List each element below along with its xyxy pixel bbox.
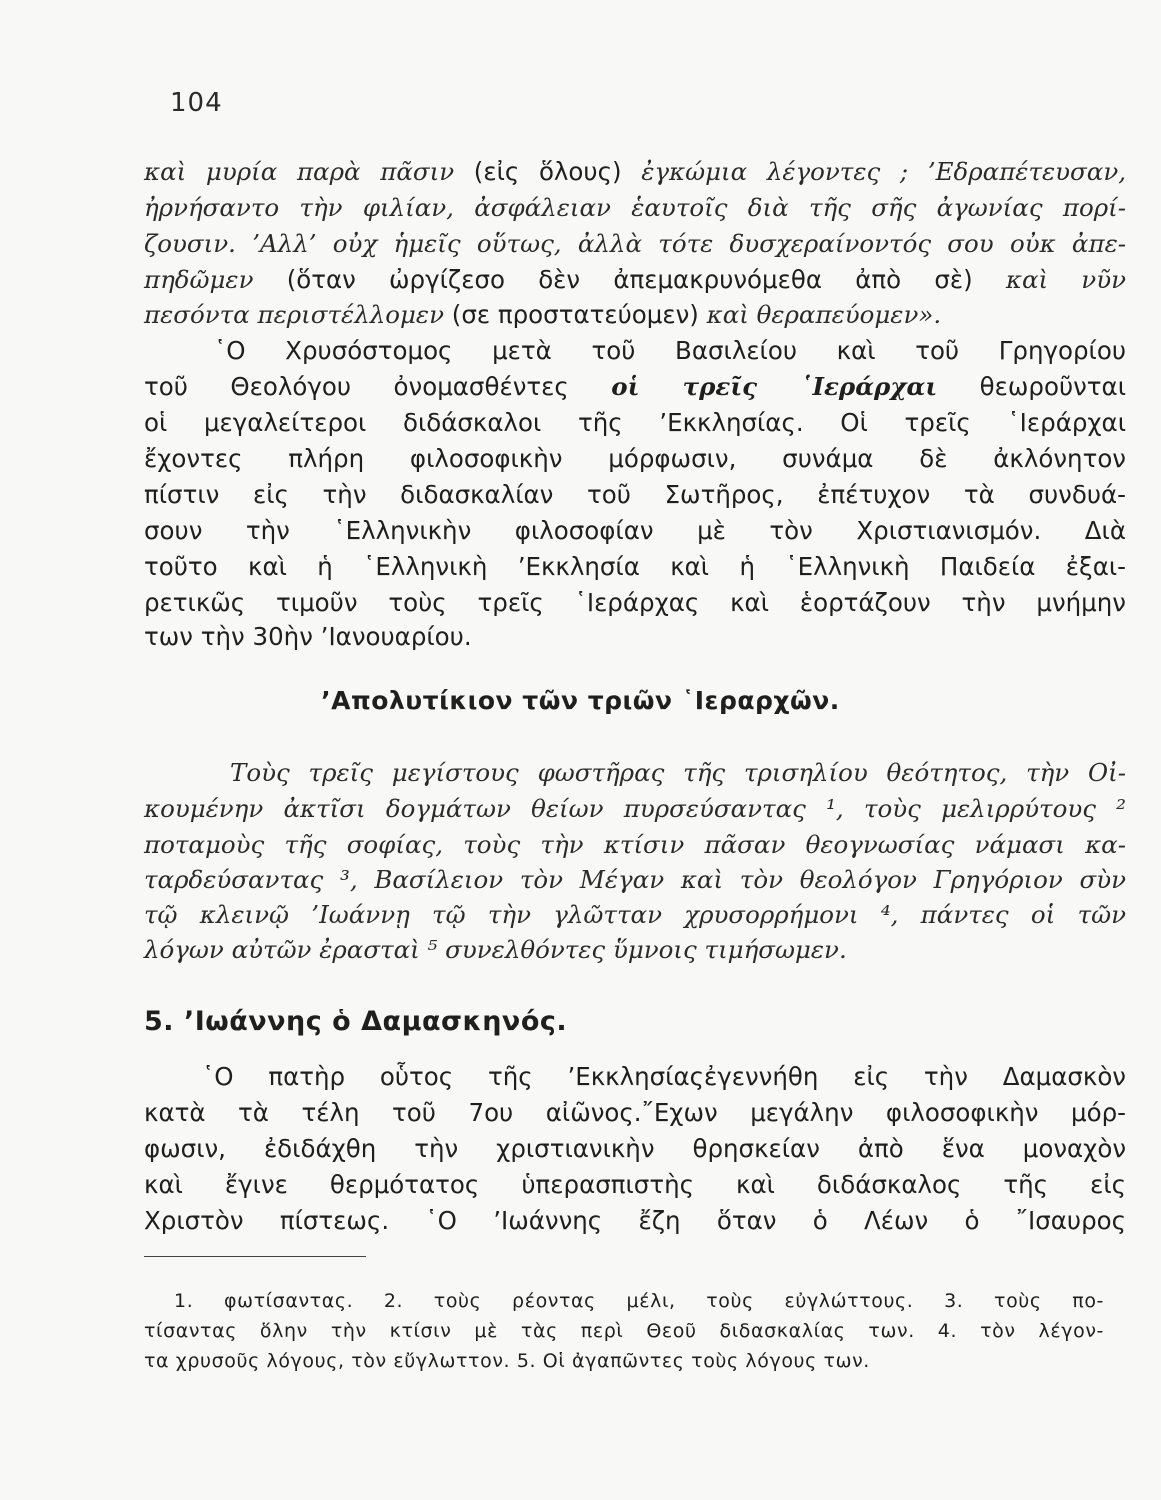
paragraph1-line-4: ἔχοντες πλήρη φιλοσοφικὴν μόρφωσιν, συνάμα δὲ ἀκλόνητον <box>144 444 1126 473</box>
quote-line-1: καὶ μυρία παρὰ πᾶσιν (εἰς ὅλους) ἐγκώμια λέγοντες ; ’Εδραπέτευσαν, <box>144 157 1126 186</box>
section-heading <box>144 1006 567 1037</box>
quote-line-5: πεσόντα περιστέλλομεν (σε προστατεύομεν) καὶ θεραπεύομεν». <box>144 300 942 329</box>
paragraph1-line-8: ρετικῶς τιμοῦν τοὺς τρεῖς ῾Ιεράρχας καὶ ἑορτάζουν τὴν μνήμην <box>144 588 1126 617</box>
hymn-title: ’Απολυτίκιον τῶν τριῶν ῾Ιεραρχῶν. <box>321 686 840 715</box>
hymn-line-3: ποταμοὺς τῆς σοφίας, τοὺς τὴν κτίσιν πᾶσαν θεογνωσίας νάμασι κα- <box>144 830 1126 859</box>
emphasis-three-hierarchs: οἱ τρεῖς ῾Ιεράρχαι <box>611 372 938 401</box>
paragraph1-line-3: οἱ μεγαλείτεροι διδάσκαλοι τῆς ’Εκκλησίας. Οἱ τρεῖς ῾Ιεράρχαι <box>144 408 1126 437</box>
paragraph2-line-5: Χριστὸν πίστεως. ῾Ο ’Ιωάννης ἔζη ὅταν ὁ Λέων ὁ ῎Ισαυρος <box>144 1206 1126 1235</box>
paragraph2-line-1: ῾Ο πατὴρ οὗτος τῆς ’Εκκλησίαςἐγεννήθη εἰς τὴν Δαμασκὸν <box>202 1062 1126 1091</box>
hymn-line-6: λόγων αὐτῶν ἐρασταὶ ⁵ συνελθόντες ὕμνοις τιμήσωμεν. <box>144 935 847 964</box>
paragraph1-line-7: τοῦτο καὶ ἡ ῾Ελληνικὴ ’Εκκλησία καὶ ἡ ῾Ελληνικὴ Παιδεία ἐξαι- <box>144 552 1126 581</box>
hymn-line-2: κουμένην ἀκτῖσι δογμάτων θείων πυρσεύσαντας ¹, τοὺς μελιρρύτους ² <box>144 794 1126 823</box>
paragraph1-line-9: των τὴν 30ὴν ’Ιανουαρίου. <box>144 622 472 651</box>
paragraph2-line-4: καὶ ἔγινε θερμότατος ὑπερασπιστὴς καὶ διδάσκαλος τῆς εἰς <box>144 1170 1126 1199</box>
page-number: 104 <box>170 88 223 118</box>
paragraph1-line-1: ῾Ο Χρυσόστομος μετὰ τοῦ Βασιλείου καὶ τοῦ Γρηγορίου <box>214 336 1126 365</box>
hymn-line-5: τῷ κλεινῷ ’Ιωάννῃ τῷ τὴν γλῶτταν χρυσορρήμονι ⁴, πάντες οἱ τῶν <box>144 900 1126 929</box>
quote-line-4: πηδῶμεν (ὅταν ὠργίζεσο δὲν ἀπεμακρυνόμεθα ἀπὸ σὲ) καὶ νῦν <box>144 265 1126 294</box>
footnote-divider <box>144 1256 366 1257</box>
paragraph2-line-3: φωσιν, ἐδιδάχθη τὴν χριστιανικὴν θρησκείαν ἀπὸ ἕνα μοναχὸν <box>144 1134 1126 1163</box>
paragraph1-line-6: σουν τὴν ῾Ελληνικὴν φιλοσοφίαν μὲ τὸν Χριστιανισμόν. Διὰ <box>144 516 1126 545</box>
paragraph2-line-2: κατὰ τὰ τέλη τοῦ 7ου αἰῶνος.῎Εχων μεγάλην φιλοσοφικὴν μόρ- <box>144 1098 1126 1127</box>
hymn-line-1: Τοὺς τρεῖς μεγίστους φωστῆρας τῆς τρισηλίου θεότητος, τὴν Οἰ- <box>230 758 1126 787</box>
quote-line-3: ζουσιν. ’Αλλ’ οὐχ ἡμεῖς οὕτως, ἀλλὰ τότε δυσχεραίνοντός σου οὐκ ἀπε- <box>144 229 1126 258</box>
footnote-line-3: τα χρυσοῦς λόγους, τὸν εὔγλωττον. 5. Οἱ ἀγαπῶντες τοὺς λόγους των. <box>144 1350 870 1372</box>
paragraph1-line-2: τοῦ Θεολόγου ὀνομασθέντες οἱ τρεῖς ῾Ιεράρχαι θεωροῦνται <box>144 372 1127 401</box>
section-title: ’Ιωάννης ὁ Δαμασκηνός. <box>183 1006 568 1037</box>
hymn-line-4: ταρδεύσαντας ³, Βασίλειον τὸν Μέγαν καὶ τὸν θεολόγον Γρηγόριον σὺν <box>144 865 1126 894</box>
paragraph1-line-5: πίστιν εἰς τὴν διδασκαλίαν τοῦ Σωτῆρος, ἐπέτυχον τὰ συνδυά- <box>144 480 1126 509</box>
section-number: 5. <box>144 1006 175 1037</box>
footnote-line-2: τίσαντας ὅλην τὴν κτίσιν μὲ τὰς περὶ Θεοῦ διδασκαλίας των. 4. τὸν λέγον- <box>144 1320 1104 1342</box>
quote-line-2: ἠρνήσαντο τὴν φιλίαν, ἀσφάλειαν ἑαυτοῖς διὰ τῆς σῆς ἀγωνίας πορί- <box>144 193 1126 222</box>
footnote-line-1: 1. φωτίσαντας. 2. τοὺς ρέοντας μέλι, τοὺς εὐγλώττους. 3. τοὺς πο- <box>174 1290 1104 1312</box>
